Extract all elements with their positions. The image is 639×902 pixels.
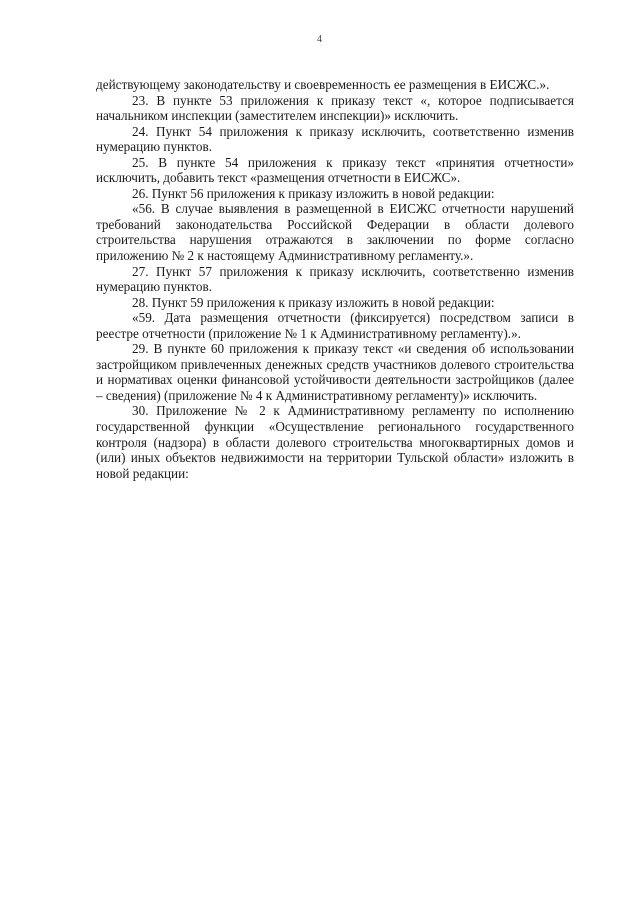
- paragraph-item-26: 26. Пункт 56 приложения к приказу изложить в новой редакции:: [132, 185, 495, 201]
- paragraph-continuation: действующему законодательству и своевременность ее размещения в ЕИСЖС.».: [96, 77, 550, 92]
- paragraph-item-24: 24. Пункт 54 приложения к приказу исключить, соответственно изменив нумерацию пунктов.: [96, 123, 574, 155]
- document-body: [96, 77, 574, 481]
- page-number: 4: [317, 34, 322, 45]
- paragraph-item-25: 25. В пункте 54 приложения к приказу текст «принятия отчетности» исключить, добавить текст «размещения отчетности в ЕИСЖС».: [96, 154, 574, 186]
- paragraph-item-29: 29. В пункте 60 приложения к приказу текст «и сведения об использовании застройщиком привлеченных денежных средств участников долевого строительства и нормативах оценки финансовой устойчивости деятельности застройщиков (далее – сведения) (приложение № 4 к Административному регламенту)» исключить.: [96, 341, 574, 403]
- paragraph-item-23: 23. В пункте 53 приложения к приказу текст «, которое подписывается начальником инспекции (заместителем инспекции)» исключить.: [96, 92, 574, 124]
- paragraph-item-28: 28. Пункт 59 приложения к приказу изложить в новой редакции:: [132, 294, 495, 310]
- paragraph-quote-56: «56. В случае выявления в размещенной в ЕИСЖС отчетности нарушений требований законодательства Российской Федерации в области долевого строительства нарушения отражаются в заключении по форме согласно приложению № 2 к настоящему Административному регламенту.».: [96, 201, 574, 264]
- paragraph-quote-59: «59. Дата размещения отчетности (фиксируется) посредством записи в реестре отчетности (приложение № 1 к Административному регламенту).».: [96, 310, 574, 341]
- paragraph-item-27: 27. Пункт 57 приложения к приказу исключить, соответственно изменив нумерацию пунктов.: [96, 263, 574, 295]
- paragraph-item-30: 30. Приложение № 2 к Административному регламенту по исполнению государственной функции «Осуществление регионального государственного контроля (надзора) в области долевого строительства многоквартирных домов и (или) иных объектов недвижимости на территории Тульской области» изложить в новой редакции:: [96, 403, 574, 481]
